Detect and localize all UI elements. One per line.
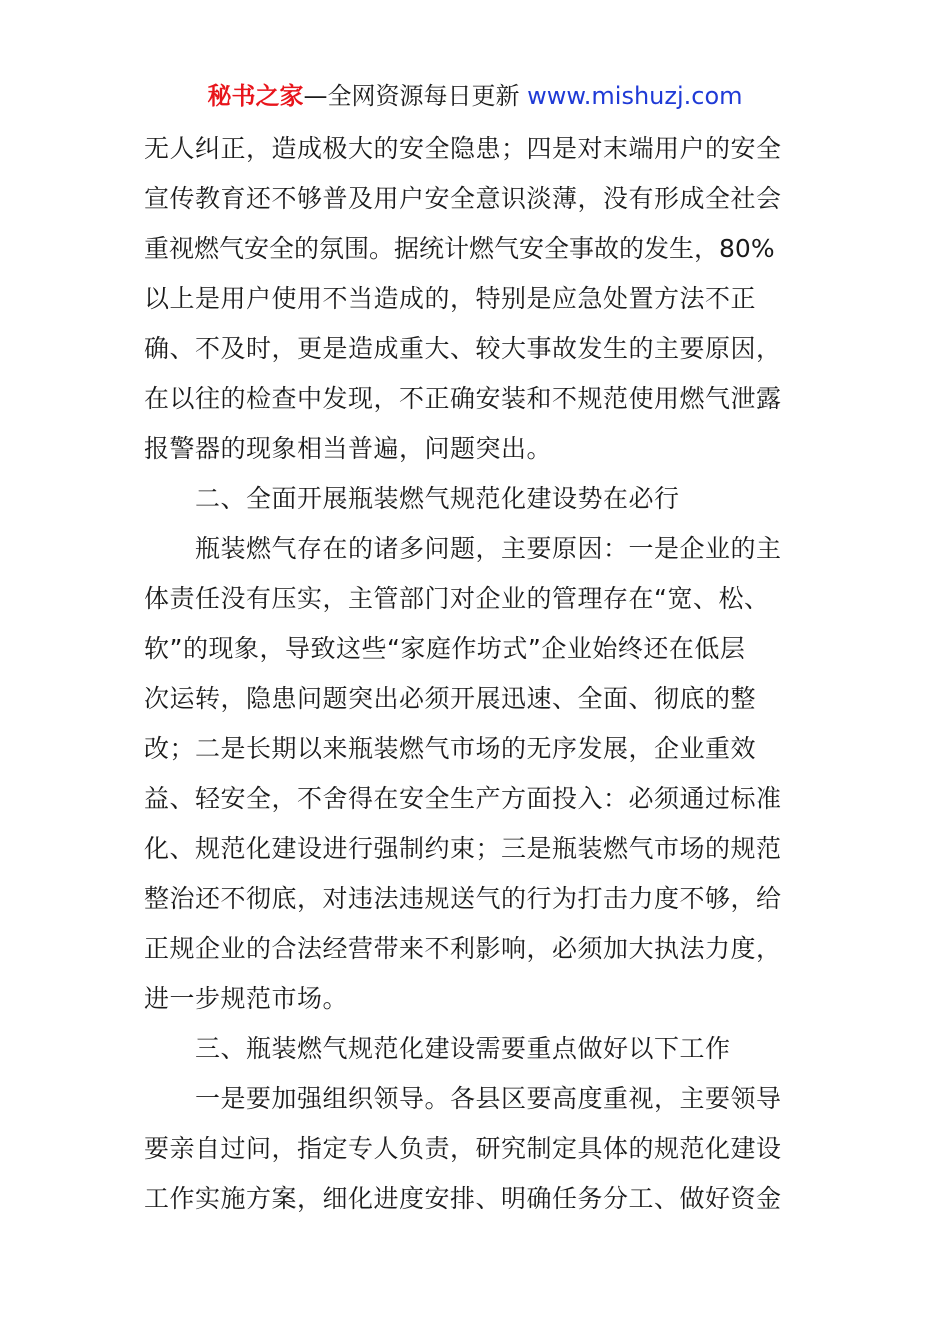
document-body [144, 124, 814, 1224]
text-line: 益、轻安全，不舍得在安全生产方面投入：必须通过标准 [144, 784, 782, 813]
text-line: 整治还不彻底，对违法违规送气的行为打击力度不够，给 [144, 884, 782, 913]
text-line: 化、规范化建设进行强制约束；三是瓶装燃气市场的规范 [144, 834, 782, 863]
text-line: 重视燃气安全的氛围。据统计燃气安全事故的发生，80% [144, 234, 775, 263]
text-line: 瓶装燃气存在的诸多问题，主要原因：一是企业的主 [144, 534, 782, 563]
text-line: 一是要加强组织领导。各县区要高度重视，主要领导 [144, 1084, 782, 1113]
section-heading: 二、全面开展瓶装燃气规范化建设势在必行 [144, 484, 680, 513]
brand-name: 秘书之家 [207, 82, 304, 110]
text-line: 报警器的现象相当普遍，问题突出。 [144, 434, 553, 463]
header-tagline: —全网资源每日更新 [303, 82, 528, 110]
text-line: 改；二是长期以来瓶装燃气市场的无序发展，企业重效 [144, 734, 757, 763]
text-line: 软”的现象，导致这些“家庭作坊式”企业始终还在低层 [144, 634, 746, 663]
section-heading: 三、瓶装燃气规范化建设需要重点做好以下工作 [144, 1034, 731, 1063]
text-line: 次运转，隐患问题突出必须开展迅速、全面、彻底的整 [144, 684, 757, 713]
text-line: 确、不及时，更是造成重大、较大事故发生的主要原因， [144, 334, 782, 363]
text-line: 正规企业的合法经营带来不利影响，必须加大执法力度， [144, 934, 782, 963]
page-header [0, 80, 950, 112]
text-line: 在以往的检查中发现，不正确安装和不规范使用燃气泄露 [144, 384, 782, 413]
text-line: 宣传教育还不够普及用户安全意识淡薄，没有形成全社会 [144, 184, 782, 213]
text-line: 无人纠正，造成极大的安全隐患；四是对末端用户的安全 [144, 134, 782, 163]
text-line: 要亲自过问，指定专人负责，研究制定具体的规范化建设 [144, 1134, 782, 1163]
text-line: 体责任没有压实，主管部门对企业的管理存在“宽、松、 [144, 584, 770, 613]
site-url[interactable]: www.mishuzj.com [527, 82, 743, 110]
text-line: 工作实施方案，细化进度安排、明确任务分工、做好资金 [144, 1184, 782, 1213]
text-line: 进一步规范市场。 [144, 984, 349, 1013]
text-line: 以上是用户使用不当造成的，特别是应急处置方法不正 [144, 284, 757, 313]
